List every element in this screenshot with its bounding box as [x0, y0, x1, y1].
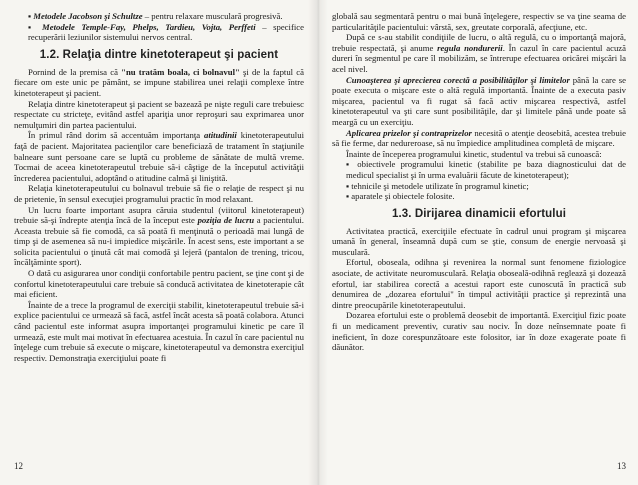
text-run: necesită o atenţie deosebită, acestea trebuie să fie ferme, dar nedureroase, să nu împiedice amplitudinea completă de mişcare. — [332, 127, 626, 149]
paragraph — [332, 75, 626, 128]
left-page — [0, 0, 318, 485]
page-number: 12 — [14, 461, 23, 471]
paragraph: Înainte de începerea programului kinetic, studentul va trebui să cunoască: — [346, 148, 602, 159]
paragraph — [332, 32, 626, 74]
paragraph: Dozarea efortului este o problemă deosebit de importantă. Exerciţiul fizic poate fi un medicament preventiv, curativ sau nociv. În doze neînsemnate poate fi ineficient, în doze corespunzătoare este folositor, iar în doze exagerate poate fi dăunător. — [332, 310, 626, 353]
list-item-text: tehnicile şi metodele utilizate în programul kinetic; — [351, 180, 529, 191]
emphasis-term: Cunoaşterea şi aprecierea corectă a posibilităţilor şi limitelor — [346, 74, 570, 85]
method-bullet: ▪ Metodele Temple-Fay, Phelps, Tardieu, Vojta, Perffeti – specifice recuperării leziunilor sistemului nervos central. — [28, 21, 304, 43]
emphasis-term: poziţia de lucru — [197, 215, 255, 226]
list-item: ▪ obiectivele programului kinetic (stabilite pe baza diagnosticului dat de medicul specialist şi în urma evaluării făcute de kinetoterapeut); — [346, 159, 626, 180]
emphasis-term: regula nondurerii — [437, 42, 503, 53]
text-run: Un lucru foarte important asupra căruia studentul (viitorul kinetoterapeut) trebuie să-şi îndrepte atenţia încă de la început este — [14, 204, 304, 226]
emphasis-term: Aplicarea prizelor şi contraprizelor — [346, 127, 472, 138]
method-description: – specifice recuperării leziunilor sistemului nervos central. — [28, 21, 304, 43]
emphasis-quote: "nu tratăm boala, ci bolnavul" — [121, 66, 240, 77]
right-page — [318, 0, 638, 485]
text-run: şi de la faptul că fiecare om este unic pe pământ, se impune stabilirea unei relaţii complexe între kinetoterapeut şi pacient. — [14, 66, 304, 98]
paragraph — [14, 67, 304, 99]
text-run: a pacientului. Aceasta trebuie să fie comodă, ca să poată fi menţinută o perioadă mai lungă de timp şi de asemenea să nu-i impiedice mişcările. În acest sens, este important a se solicita pacientului o ţinută cât mai comodă şi lejeră (pantalon de trening, tricou, încălţăminte sport). — [14, 215, 304, 268]
method-authors: Metodele Jacobson şi Schultze — [33, 11, 143, 21]
text-run: până la care se poate executa o mişcare este o altă regulă importantă. Înainte de a executa pasiv mişcarea, pacientul va fi rugat să facă activ mişcarea respectivă, astfel kinetoterapeutul va şti care sunt posibilităţile, dar şi limitele până unde poate să meargă cu un exerciţiu. — [332, 74, 626, 127]
paragraph — [14, 205, 304, 269]
method-bullet: ▪ Metodele Jacobson şi Schultze – pentru relaxare musculară progresivă. — [28, 11, 283, 21]
text-run: După ce s-au stabilit condiţiile de lucru, o altă regulă, cu o importanţă majoră, trebuie respectată, şi anume — [332, 32, 626, 53]
list-item: ▪ aparatele şi obiectele folosite. — [346, 191, 455, 202]
text-run: . În cazul în care pacientul acuză dureri în segmentul pe care îl mobilizăm, se întrerupe efectuarea oricărei mişcări la acel nivel. — [332, 42, 627, 74]
section-heading: 1.2. Relaţia dintre kinetoterapeut şi pacient — [39, 48, 279, 61]
paragraph: Relaţia kinetoterapeutului cu bolnavul trebuie să fie o relaţie de respect şi nu de prietenie, în sensul execuţiei programului practic în mod relaxant. — [14, 183, 304, 204]
paragraph: O dată cu asigurarea unor condiţii confortabile pentru pacient, se ţine cont şi de confortul kinetoterapeutului care trebuie să conducă activitatea de kinetoterapie cât mai eficient. — [14, 268, 304, 300]
emphasis-term: atitudinii — [204, 130, 237, 141]
paragraph — [332, 128, 626, 149]
list-item-text: aparatele şi obiectele folosite. — [351, 191, 455, 202]
method-authors: Metodele Temple-Fay, Phelps, Tardieu, Vojta, Perffeti — [42, 21, 256, 32]
method-description: – pentru relaxare musculară progresivă. — [142, 11, 283, 21]
text-run: În primul rând dorim să accentuăm importanţa — [28, 130, 205, 141]
paragraph: Înainte de a trece la programul de exerciţii stabilit, kinetoterapeutul trebuie să-i explice pacientului ce urmează să facă, astfel încât acesta să poată colabora. Atunci când pacientul este informat asupra importanţei programului kinetic pe care îl urmează, este mult mai motivat în efectuarea acestuia. În cazul în care pacientul nu înţelege cum trebuie să execute o mişcare, kinetoterapeutul va demonstra exerciţiul respectiv. Demonstraţia exerciţiului poate fi — [14, 299, 304, 363]
paragraph: Activitatea practică, exerciţiile efectuate în cadrul unui program şi mişcarea umană în general, înseamnă după cum se ştie, consum de energie nervoasă şi musculară. — [332, 225, 626, 257]
paragraph: globală sau segmentară pentru o mai bună înţelegere, respectiv se va ţine seama de particularităţile pacientului: vârstă, sex, greutate corporală, afecţiune, etc. — [332, 11, 626, 32]
paragraph: Relaţia dintre kinetoterapeut şi pacient se bazează pe nişte reguli care trebuiesc respectate cu stricteţe, evitând astfel apariţia unor reproşuri sau exprimarea unor nemulţumiri din partea pacientului. — [14, 98, 304, 130]
page-number: 13 — [617, 461, 626, 471]
paragraph: Efortul, oboseala, odihna şi revenirea la normal sunt fenomene fiziologice asociate, de activitate neuromusculară. Relaţia oboseală-odihnă reglează şi dozează efortul, iar stabilirea corectă a acestui raport este cunoscută în practică sub denumirea de „dozarea efortului" în timpul activităţii practice şi reprezintă una dintre preocupările kinetoterapeutului. — [332, 257, 626, 310]
section-heading: 1.3. Dirijarea dinamicii efortului — [391, 207, 567, 220]
text-run: kinetoterapeutului faţă de pacient. Majoritatea pacienţilor care beneficiază de tratament în staţiunile balneare sunt persoane care se luptă cu probleme de sănătate de multă vreme. Tocmai de aceea kinetoterapeutul trebuie să-i câştige de la începutul activităţii încrederea pacientului, adoptând o atitudine calmă şi liniştită. — [14, 130, 304, 183]
list-item-text: obiectivele programului kinetic (stabilite pe baza diagnosticului dat de medicul specialist şi în urma evaluării făcute de kinetoterapeut); — [346, 159, 626, 180]
paragraph — [14, 130, 304, 183]
list-item: ▪ tehnicile şi metodele utilizate în programul kinetic; — [346, 180, 529, 191]
text-run: Pornind de la premisa că — [28, 66, 122, 77]
